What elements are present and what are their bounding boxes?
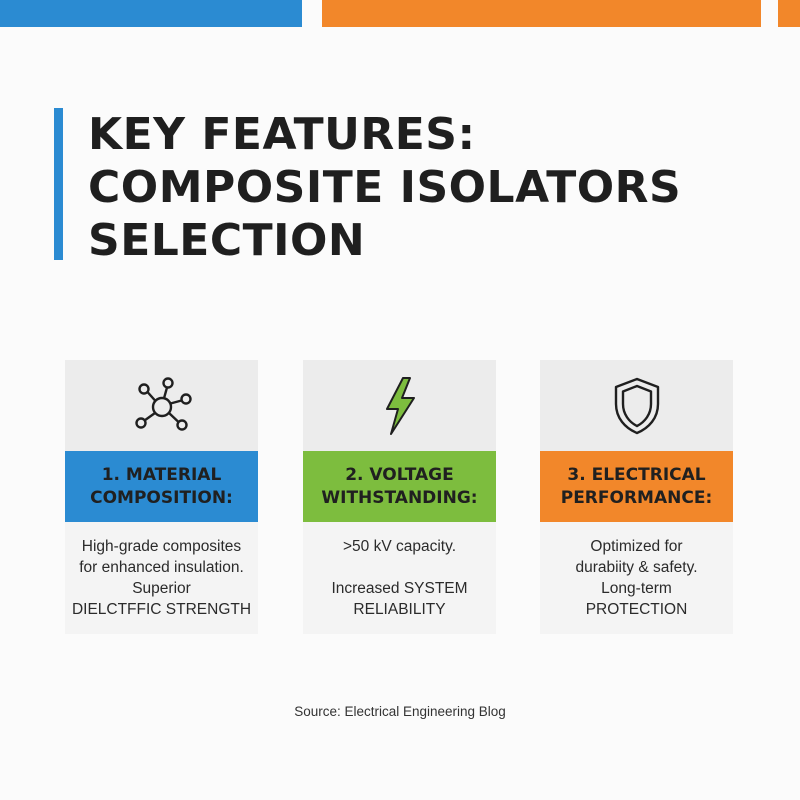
card-heading-line-2: COMPOSITION: (90, 487, 233, 508)
card-heading-voltage (303, 451, 496, 522)
card-heading-line-1: 3. ELECTRICAL (567, 464, 706, 485)
card-body-line: RELIABILITY (353, 601, 446, 618)
card-body-line: >50 kV capacity. (342, 538, 456, 555)
card-heading-line-1: 2. VOLTAGE (345, 464, 454, 485)
card-heading-line-2: WITHSTANDING: (321, 487, 478, 508)
card-body-spacer (303, 557, 496, 578)
card-body-material (65, 522, 258, 634)
card-body-line: Increased SYSTEM (331, 580, 468, 597)
card-body-electrical (540, 522, 733, 634)
card-body-line: durabiity & safety. (575, 559, 698, 576)
card-heading-line-1: 1. MATERIAL (101, 464, 222, 485)
feature-card-voltage (303, 360, 496, 634)
card-body-line: Long-term (601, 580, 672, 597)
feature-card-material (65, 360, 258, 634)
molecule-network-icon (65, 360, 258, 451)
top-bar-blue (0, 0, 302, 27)
card-heading-material (65, 451, 258, 522)
title-line-2: COMPOSITE ISOLATORS (88, 162, 682, 213)
card-body-line: PROTECTION (585, 601, 688, 618)
card-body-line: DIELCTFFIC STRENGTH (71, 601, 252, 618)
source-caption: Source: Electrical Engineering Blog (294, 704, 506, 719)
card-heading-line-2: PERFORMANCE: (560, 487, 713, 508)
card-body-line: Superior (132, 580, 191, 597)
card-body-line: High-grade composites (81, 538, 242, 555)
shield-icon (540, 360, 733, 451)
card-body-line: for enhanced insulation. (79, 559, 244, 576)
title-line-1: KEY FEATURES: (88, 109, 476, 160)
title-line-3: SELECTION (88, 215, 366, 266)
card-heading-electrical (540, 451, 733, 522)
feature-card-electrical (540, 360, 733, 634)
title-accent-bar (54, 108, 63, 260)
page-title (88, 108, 681, 267)
card-body-line: Optimized for (590, 538, 683, 555)
top-bar-orange-small (778, 0, 800, 27)
card-body-voltage (303, 522, 496, 634)
top-bar-orange (322, 0, 761, 27)
lightning-bolt-icon (303, 360, 496, 451)
